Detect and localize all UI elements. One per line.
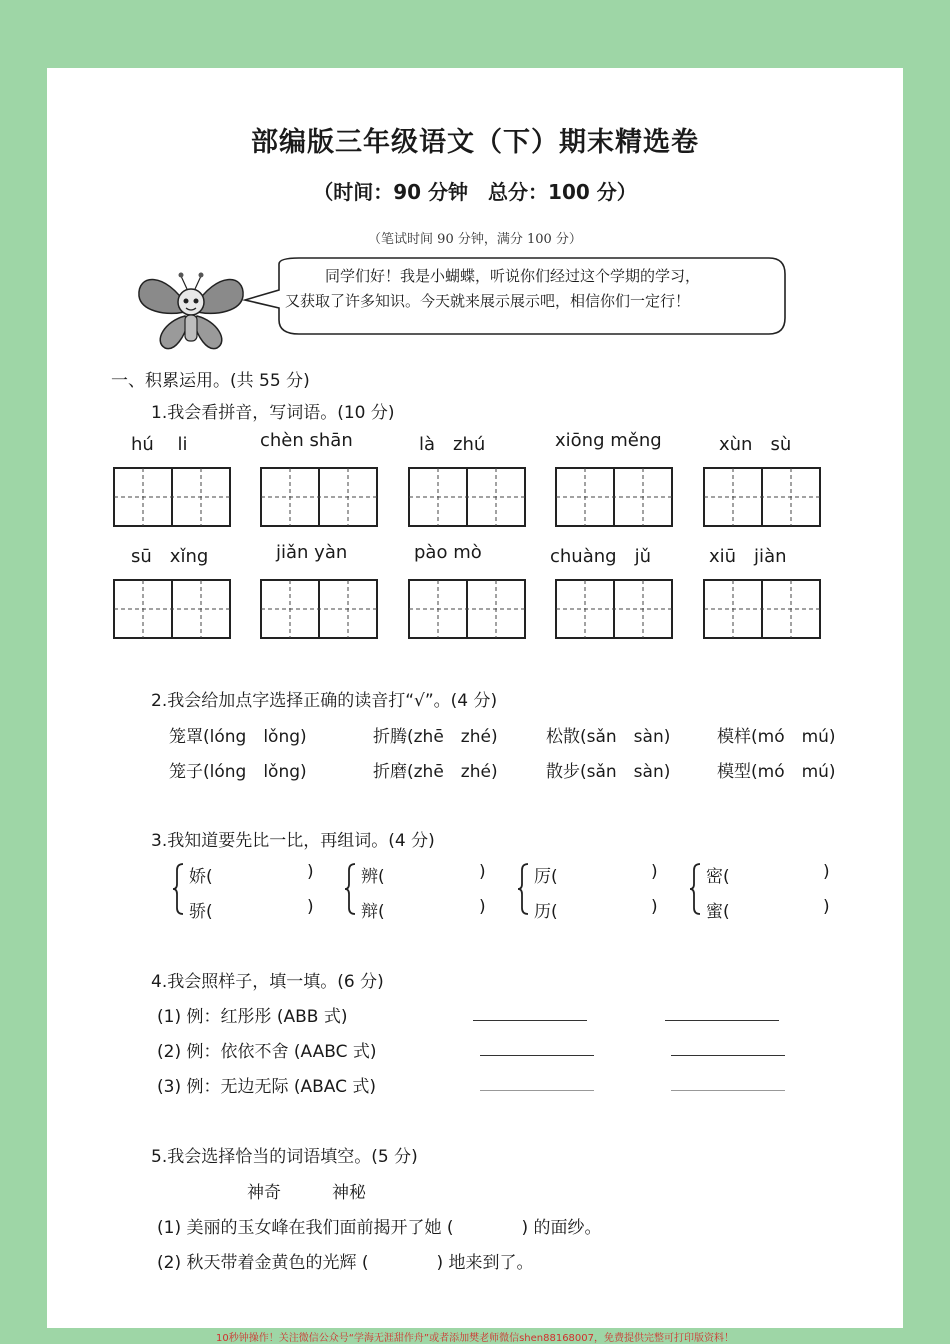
compare-char: 辨( [361, 867, 385, 887]
q5-item-2[interactable]: (2) 秋天带着金黄色的光辉 ( ) 地来到了。 [157, 1253, 534, 1273]
pinyin-6: sū xǐng [131, 546, 209, 567]
exam-note: （笔试时间 90 分钟，满分 100 分） [368, 232, 582, 247]
q2-title: 2.我会给加点字选择正确的读音打“√”。(4 分) [151, 691, 498, 711]
speech-line-1: 同学们好！我是小蝴蝶，听说你们经过这个学期的学习， [325, 267, 701, 285]
tianzige-box[interactable] [555, 467, 673, 527]
pick-item[interactable]: 折磨(zhē zhé) [373, 762, 498, 782]
close-paren: ) [651, 862, 658, 882]
pinyin-2: chèn shān [260, 430, 353, 451]
tianzige-box[interactable] [408, 467, 526, 527]
close-paren: ) [479, 897, 486, 917]
answer-blank[interactable] [473, 1020, 587, 1021]
tianzige-box[interactable] [113, 467, 231, 527]
section-1-heading: 一、积累运用。(共 55 分) [111, 371, 310, 391]
brace-icon [171, 862, 185, 916]
butterfly-mascot-icon [135, 266, 247, 352]
tianzige-box[interactable] [555, 579, 673, 639]
pinyin-1: hú li [131, 434, 188, 455]
exam-title: 部编版三年级语文（下）期末精选卷 [251, 127, 699, 158]
compare-char: 历( [534, 902, 558, 922]
close-paren: ) [823, 862, 830, 882]
pinyin-4: xiōng měng [555, 430, 662, 451]
answer-blank[interactable] [480, 1090, 594, 1091]
exam-page [47, 68, 903, 1328]
close-paren: ) [651, 897, 658, 917]
q5-item-1[interactable]: (1) 美丽的玉女峰在我们面前揭开了她 ( ) 的面纱。 [157, 1218, 602, 1238]
close-paren: ) [479, 862, 486, 882]
pick-item[interactable]: 笼罩(lóng lǒng) [169, 727, 307, 747]
pinyin-5: xùn sù [719, 434, 792, 455]
speech-text [285, 264, 785, 314]
pinyin-8: pào mò [414, 542, 482, 563]
q3-title: 3.我知道要先比一比，再组词。(4 分) [151, 831, 435, 851]
q5-choices: 神奇 神秘 [247, 1183, 366, 1203]
brace-icon [688, 862, 702, 916]
pick-item[interactable]: 模型(mó mú) [717, 762, 836, 782]
close-paren: ) [307, 897, 314, 917]
q4-title: 4.我会照样子，填一填。(6 分) [151, 972, 384, 992]
exam-subtitle: （时间：90 分钟 总分：100 分） [313, 180, 637, 204]
answer-blank[interactable] [480, 1055, 594, 1056]
tianzige-box[interactable] [703, 579, 821, 639]
close-paren: ) [307, 862, 314, 882]
brace-icon [343, 862, 357, 916]
q5-title: 5.我会选择恰当的词语填空。(5 分) [151, 1147, 418, 1167]
tianzige-box[interactable] [260, 579, 378, 639]
footer-promo: 10秒钟操作！关注微信公众号“学海无涯甜作舟”或者添加樊老师微信shen88168007，免费提供完整可打印版资料！ [215, 1333, 735, 1344]
pinyin-3: là zhú [419, 434, 486, 455]
q1-title: 1.我会看拼音，写词语。(10 分) [151, 403, 395, 423]
answer-blank[interactable] [671, 1055, 785, 1056]
pick-item[interactable]: 模样(mó mú) [717, 727, 836, 747]
answer-blank[interactable] [665, 1020, 779, 1021]
tianzige-box[interactable] [260, 467, 378, 527]
compare-char: 辩( [361, 902, 385, 922]
compare-char: 密( [706, 867, 730, 887]
pinyin-7: jiǎn yàn [276, 542, 348, 563]
tianzige-box[interactable] [703, 467, 821, 527]
pick-item[interactable]: 笼子(lóng lǒng) [169, 762, 307, 782]
q4-item-2: (2) 例：依依不舍 (AABC 式) [157, 1042, 377, 1062]
compare-char: 娇( [189, 867, 213, 887]
tianzige-box[interactable] [113, 579, 231, 639]
answer-blank[interactable] [671, 1090, 785, 1091]
q4-item-1: (1) 例：红彤彤 (ABB 式) [157, 1007, 348, 1027]
close-paren: ) [823, 897, 830, 917]
pick-item[interactable]: 散步(sǎn sàn) [546, 762, 671, 782]
pinyin-9: chuàng jǔ [550, 546, 651, 567]
compare-char: 骄( [189, 902, 213, 922]
compare-char: 蜜( [706, 902, 730, 922]
pick-item[interactable]: 松散(sǎn sàn) [546, 727, 671, 747]
speech-line-2: 又获取了许多知识。今天就来展示展示吧，相信你们一定行！ [285, 292, 691, 310]
pinyin-10: xiū jiàn [709, 546, 787, 567]
tianzige-box[interactable] [408, 579, 526, 639]
pick-item[interactable]: 折腾(zhē zhé) [373, 727, 498, 747]
q4-item-3: (3) 例：无边无际 (ABAC 式) [157, 1077, 377, 1097]
brace-icon [516, 862, 530, 916]
compare-char: 厉( [534, 867, 558, 887]
